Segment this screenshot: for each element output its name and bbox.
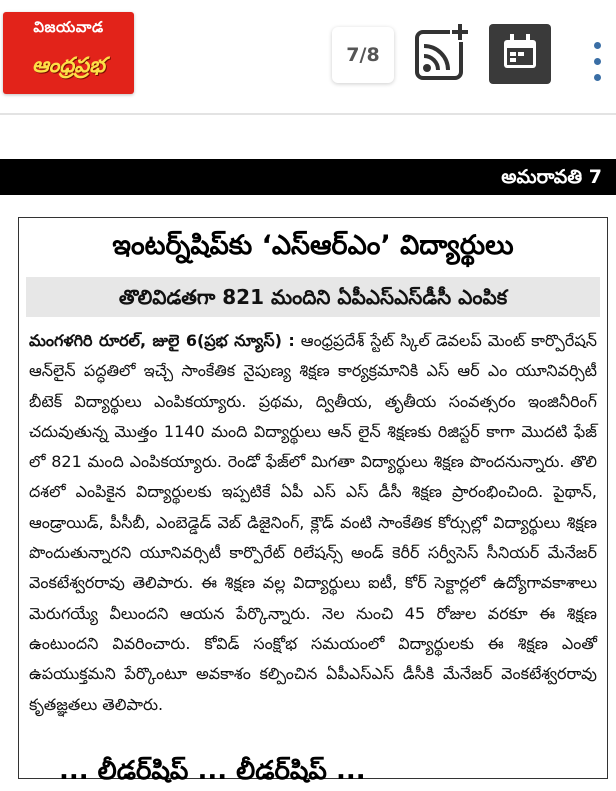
newspaper-logo[interactable] (3, 12, 134, 94)
app-header (0, 0, 616, 108)
calendar-icon (489, 24, 551, 84)
section-bar (0, 159, 616, 195)
article-body-text: ఆంధ్రప్రదేశ్ స్టేట్ స్కిల్ డెవలప్ మెంట్ కార్పొరేషన్ ఆన్‌లైన్ పద్ధతిలో ఇచ్చే సాంకేతిక నైపుణ్య శిక్షణ కార్యక్రమానికి ఎస్ ఆర్ ఎం యూనివర్సిటీ బీటెక్ విద్యార్థులు ఎంపికయ్యారు. ప్రథమ, ద్వితీయ, తృతీయ సంవత్సరం ఇంజినీరింగ్ చదువుతున్న మొత్తం 1140 మంది విద్యార్థులు ఆన్ లైన్ శిక్షణకు రిజిస్టర్ కాగా మొదటి ఫేజ్ లో 821 మంది ఎంపికయ్యారు. రెండో ఫేజ్‌లో మిగతా విద్యార్థులు శిక్షణ పొందనున్నారు. తొలి దశలో ఎంపికైన విద్యార్థులకు ఇప్పటికే ఏపీ ఎస్ ఎస్ డీసీ శిక్షణ ప్రారంభించింది. పైథాన్, ఆండ్రాయిడ్, పీసీబీ, ఎంబెడ్డెడ్ వెబ్ డిజైనింగ్, క్లౌడ్ వంటి సాంకేతిక కోర్సుల్లో విద్యార్థులు శిక్షణ పొందుతున్నారని యూనివర్సిటీ కార్పొరేట్ రిలేషన్స్ అండ్ కెరీర్ సర్వీసెస్ సీనియర్ మేనేజర్ వెంకటేశ్వరరావు తెలిపారు. ఈ శిక్షణ వల్ల విద్యార్థులు ఐటీ, కోర్ సెక్టార్లలో ఉద్యోగావకాశాలు మెరుగయ్యే వీలుందని ఆయన పేర్కొన్నారు. నెల నుంచి 45 రోజుల వరకూ ఈ శిక్షణ ఉంటుందని వివరించారు. కోవిడ్ సంక్షోభ సమయంలో విద్యార్థులకు ఈ శిక్షణ ఎంతో ఉపయుక్తమని పేర్కొంటూ అవకాశం కల్పించిన ఏపీఎస్ఎస్ డీసీకి మేనేజర్ వెంకటేశ్వరరావు కృతజ్ఞతలు తెలిపారు. (29, 331, 598, 714)
article-headline: ఇంటర్న్‌షిప్‌కు ‘ఎస్ఆర్ఎం’ విద్యార్థులు (112, 230, 514, 261)
rss-add-icon (414, 22, 470, 82)
article-subheadline: తొలివిడతగా 821 మందిని ఏపీఎస్ఎస్‌డీసీ ఎంపిక (26, 277, 600, 317)
article-body (29, 326, 597, 720)
rss-add-button[interactable] (414, 22, 470, 82)
header-divider (0, 113, 616, 115)
news-article[interactable] (18, 217, 608, 786)
more-options-button[interactable] (584, 40, 608, 84)
next-article-headline-partial: ... లీడర్‌షిప్‌ ... లీడర్‌షిప్ ... (59, 756, 366, 786)
logo-name: ఆంధ్రప్రభ (32, 53, 105, 77)
page-indicator[interactable]: 7/8 (332, 27, 394, 83)
article-dateline: మంగళగిరి రూరల్, జులై 6(ప్రభ న్యూస్) : (29, 331, 295, 350)
section-label: అమరావతి 7 (501, 166, 602, 188)
logo-city: విజయవాడ (33, 18, 104, 36)
calendar-button[interactable] (489, 24, 551, 84)
